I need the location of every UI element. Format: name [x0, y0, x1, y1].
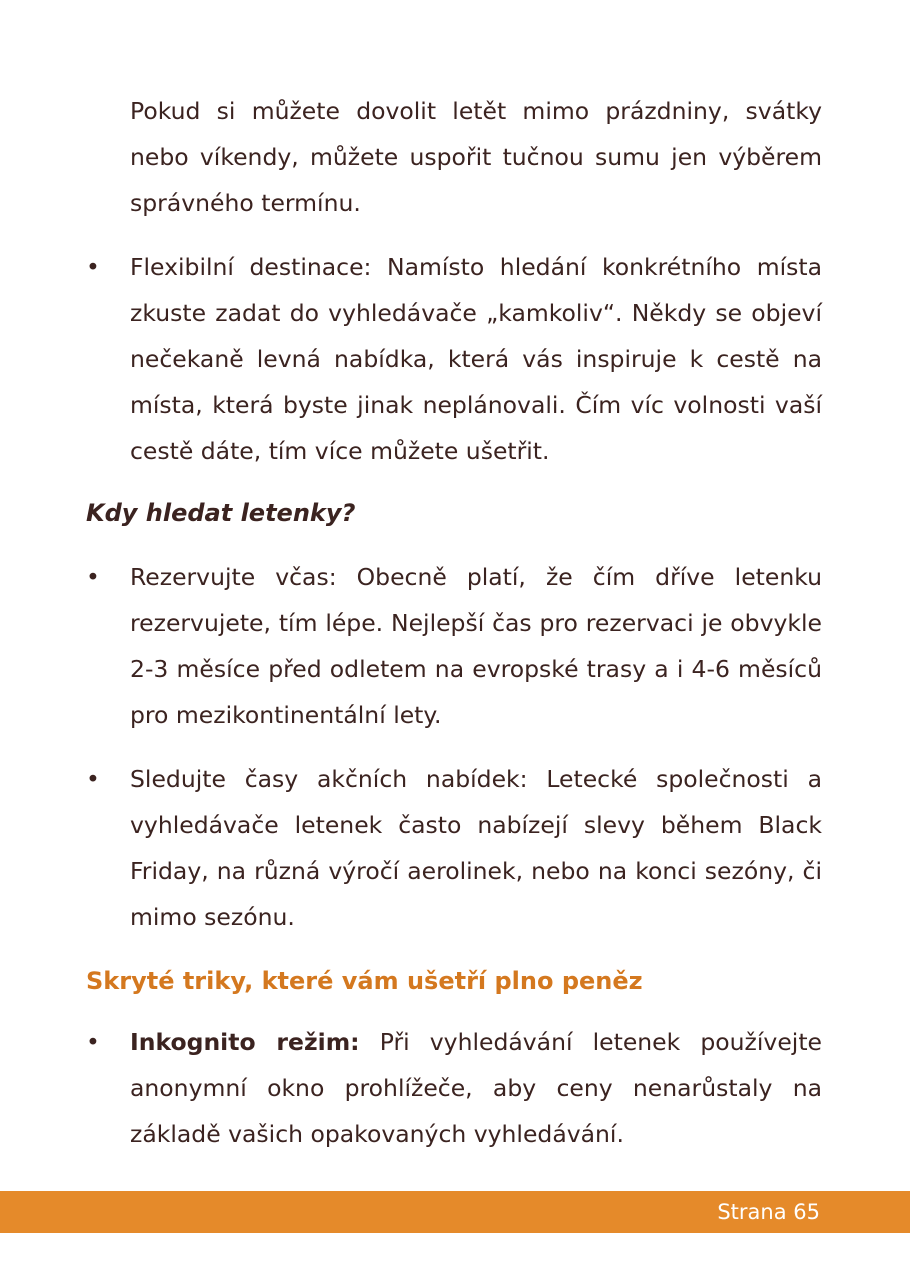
page-number: Strana 65 [717, 1200, 820, 1224]
section-heading: Skryté triky, které vám ušetří plno peněz [86, 967, 643, 995]
bullet-icon: • [86, 253, 100, 281]
section-heading: Kdy hledat letenky? [86, 499, 356, 527]
intro-paragraph: Pokud si můžete dovolit letět mimo prázdniny, svátky nebo víkendy, můžete uspořit tučnou sumu jen výběrem správného termínu. [130, 97, 822, 217]
list-item-text: Flexibilní destinace: Namísto hledání konkrétního místa zkuste zadat do vyhledávače „kamkoliv“. Někdy se objeví nečekaně levná nabídka, která vás inspiruje k cestě na místa, která byste jinak neplánovali. Čím víc volnosti vaší cestě dáte, tím více můžete ušetřit. [130, 253, 822, 465]
footer-bar [0, 1191, 910, 1233]
list-item-text: Rezervujte včas: Obecně platí, že čím dříve letenku rezervujete, tím lépe. Nejlepší čas pro rezervaci je obvykle 2-3 měsíce před odletem na evropské trasy a i 4-6 měsíců pro mezikontinentální lety. [130, 563, 822, 729]
bullet-icon: • [86, 765, 100, 793]
list-item-text [130, 1019, 822, 1157]
list-item-body: Při vyhledávání letenek používejte anonymní okno prohlížeče, aby ceny nenarůstaly na základě vašich opakovaných vyhledávání. [130, 1028, 822, 1148]
list-item-text: Sledujte časy akčních nabídek: Letecké společnosti a vyhledávače letenek často nabízejí slevy během Black Friday, na různá výročí aerolinek, nebo na konci sezóny, či mimo sezónu. [130, 765, 822, 931]
bullet-icon: • [86, 563, 100, 591]
bullet-icon: • [86, 1028, 100, 1056]
list-item-bold-label: Inkognito režim: [130, 1028, 360, 1056]
